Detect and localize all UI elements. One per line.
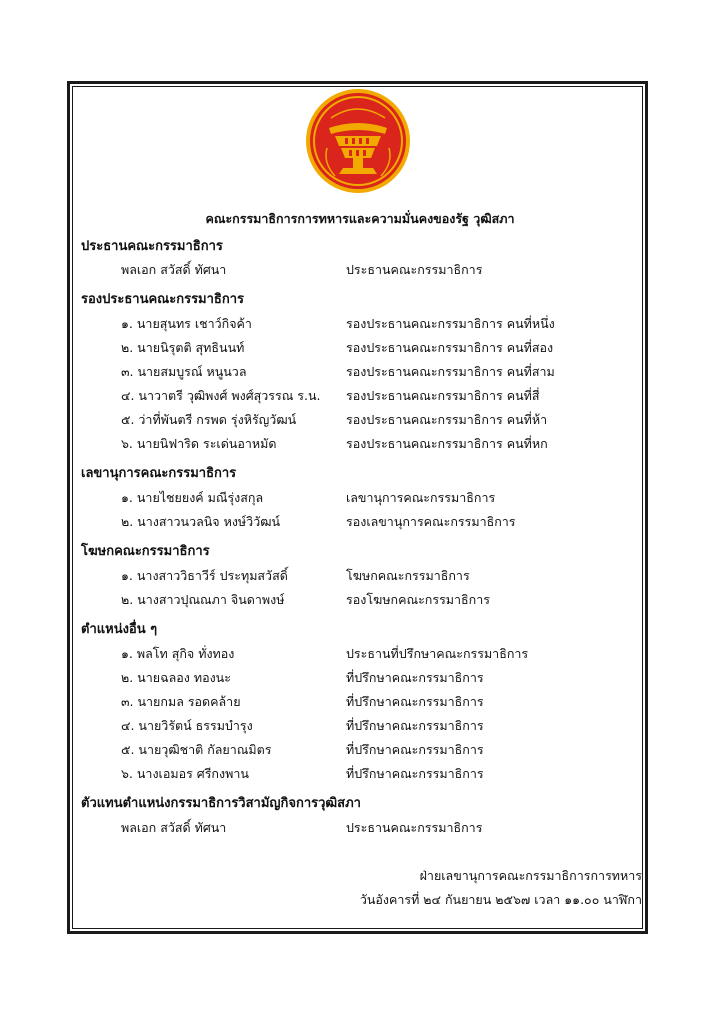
member-name: ๖. นายนิฟาริด ระเด่นอาหมัด <box>121 436 277 451</box>
member-position: เลขานุการคณะกรรมาธิการ <box>346 490 496 505</box>
footer-department: ฝ่ายเลขานุการคณะกรรมาธิการการทหาร <box>419 868 642 883</box>
member-name: ๕. ว่าที่พันตรี กรพด รุ่งหิรัญวัฒน์ <box>121 412 297 427</box>
member-name: พลเอก สวัสดิ์ ทัศนา <box>121 262 227 277</box>
member-position: รองประธานคณะกรรมาธิการ คนที่สี่ <box>346 388 540 403</box>
member-name: ๒. นายนิรุตติ สุทธินนท์ <box>121 340 245 355</box>
member-name: ๓. นายกมล รอดคล้าย <box>121 694 241 709</box>
member-name: ๔. นาวาตรี วุฒิพงศ์ พงศ์สุวรรณ ร.น. <box>121 388 321 403</box>
member-name: ๖. นางเอมอร ศรีกงพาน <box>121 766 249 781</box>
member-position: ประธานที่ปรึกษาคณะกรรมาธิการ <box>346 646 529 661</box>
member-position: ที่ปรึกษาคณะกรรมาธิการ <box>346 670 484 685</box>
member-position: รองประธานคณะกรรมาธิการ คนที่สอง <box>346 340 554 355</box>
member-position: ประธานคณะกรรมาธิการ <box>346 262 483 277</box>
section-heading-representative: ตัวแทนตำแหน่งกรรมาธิการวิสามัญกิจการวุฒิสภา <box>81 796 361 811</box>
member-name: ๒. นางสาวปุณณภา จินดาพงษ์ <box>121 592 285 607</box>
section-heading-chairman: ประธานคณะกรรมาธิการ <box>81 239 223 254</box>
member-name: ๒. นายฉลอง ทองนะ <box>121 670 231 685</box>
section-heading-other-positions: ตำแหน่งอื่น ๆ <box>81 622 158 637</box>
parliament-emblem-icon <box>305 88 411 194</box>
member-position: ประธานคณะกรรมาธิการ <box>346 820 483 835</box>
member-position: ที่ปรึกษาคณะกรรมาธิการ <box>346 718 484 733</box>
member-name: ๑. พลโท สุกิจ ทั่งทอง <box>121 646 235 661</box>
member-position: โฆษกคณะกรรมาธิการ <box>346 568 470 583</box>
member-position: รองประธานคณะกรรมาธิการ คนที่หก <box>346 436 548 451</box>
member-position: ที่ปรึกษาคณะกรรมาธิการ <box>346 766 484 781</box>
member-position: รองประธานคณะกรรมาธิการ คนที่หนึ่ง <box>346 316 555 331</box>
member-position: รองโฆษกคณะกรรมาธิการ <box>346 592 490 607</box>
member-position: รองเลขานุการคณะกรรมาธิการ <box>346 514 516 529</box>
member-name: ๑. นางสาววิธาวีร์ ประทุมสวัสดิ์ <box>121 568 288 583</box>
member-name: ๕. นายวุฒิชาติ กัลยาณมิตร <box>121 742 272 757</box>
member-position: รองประธานคณะกรรมาธิการ คนที่ห้า <box>346 412 548 427</box>
member-position: ที่ปรึกษาคณะกรรมาธิการ <box>346 694 484 709</box>
section-heading-vice-chairmen: รองประธานคณะกรรมาธิการ <box>81 292 245 307</box>
document-title: คณะกรรมาธิการการทหารและความมั่นคงของรัฐ วุฒิสภา <box>205 211 515 226</box>
footer-datetime: วันอังคารที่ ๒๔ กันยายน ๒๕๖๗ เวลา ๑๑.๐๐ นาฬิกา <box>359 892 642 907</box>
member-name: ๑. นายไชยยงค์ มณีรุ่งสกุล <box>121 490 264 505</box>
member-name: ๑. นายสุนทร เชาว์กิจค้า <box>121 316 252 331</box>
member-name: พลเอก สวัสดิ์ ทัศนา <box>121 820 227 835</box>
member-position: ที่ปรึกษาคณะกรรมาธิการ <box>346 742 484 757</box>
member-name: ๔. นายวิรัตน์ ธรรมบำรุง <box>121 718 253 733</box>
section-heading-secretary: เลขานุการคณะกรรมาธิการ <box>81 466 237 481</box>
member-position: รองประธานคณะกรรมาธิการ คนที่สาม <box>346 364 555 379</box>
section-heading-spokesperson: โฆษกคณะกรรมาธิการ <box>81 544 210 559</box>
member-name: ๓. นายสมบูรณ์ หนูนวล <box>121 364 247 379</box>
member-name: ๒. นางสาวนวลนิจ หงษ์วิวัฒน์ <box>121 514 281 529</box>
